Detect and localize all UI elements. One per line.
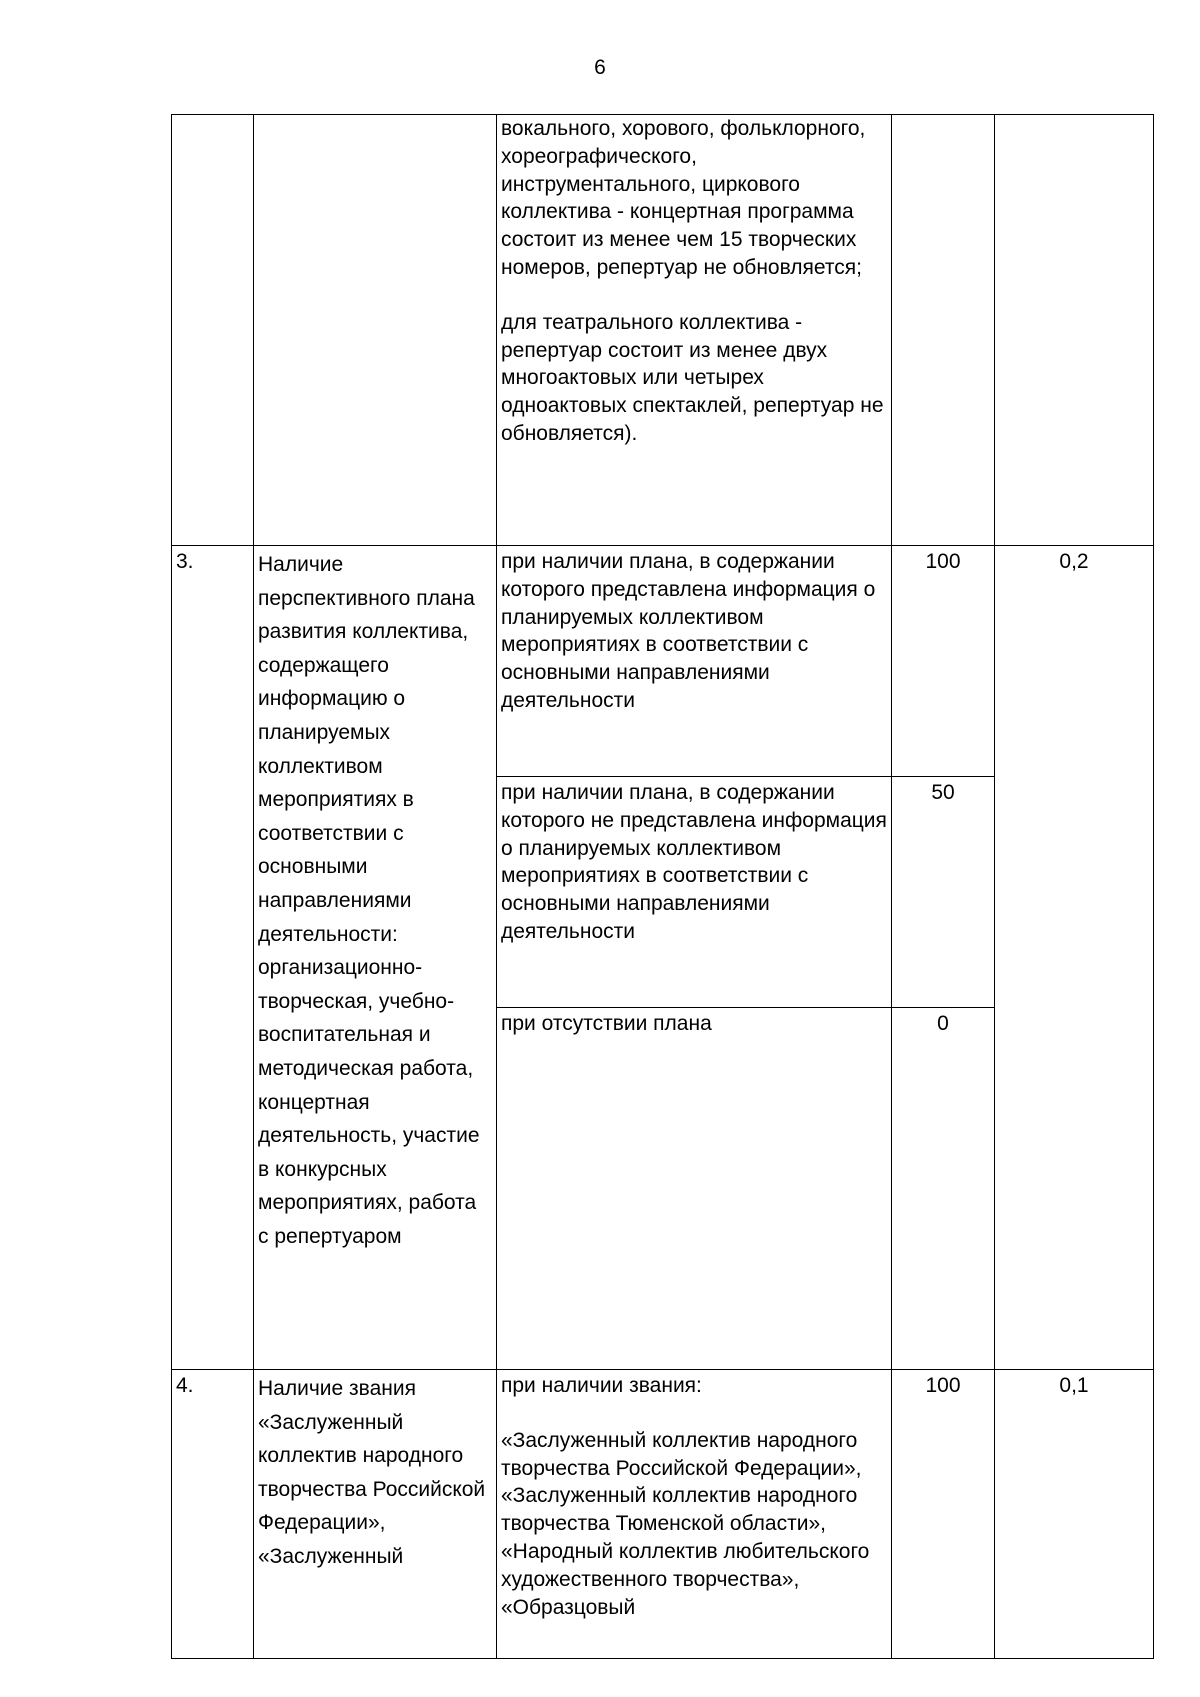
option-text: [497, 1370, 892, 1659]
option-score: 50: [892, 777, 995, 1008]
criterion-weight: 0,2: [995, 546, 1154, 1370]
cell-criterion-empty: [254, 115, 497, 546]
table-row-3: [172, 546, 1154, 777]
page-number: 6: [594, 56, 606, 79]
criterion-name: Наличие перспективного плана развития коллектива, содержащего информацию о планируемых коллективом мероприятиях в соответствии с основными направлениями деятельности: организационно-творческая, учебно-воспитательная и методическая работа, концертная деятельность, участие в конкурсных мероприятиях, работа с репертуаром: [254, 546, 497, 1370]
criteria-table: [171, 114, 1154, 1659]
criterion-name: Наличие звания «Заслуженный коллектив народного творчества Российской Федерации», «Заслуженный: [254, 1370, 497, 1659]
cell-score-empty: [892, 115, 995, 546]
cell-continuation-text: [497, 115, 892, 546]
option-intro: при наличии звания:: [501, 1374, 702, 1397]
criterion-weight: 0,1: [995, 1370, 1154, 1659]
option-title-list: «Заслуженный коллектив народного творчества Российской Федерации», «Заслуженный коллектив народного творчества Тюменской области», «Народный коллектив любительского художественного творчества», «Образцовый: [501, 1428, 870, 1619]
row-number: 3.: [172, 546, 254, 1370]
cell-number-empty: [172, 115, 254, 546]
option-text: при наличии плана, в содержании которого не представлена информация о планируемых коллективом мероприятиях в соответствии с основными направлениями деятельности: [497, 777, 892, 1008]
continuation-paragraph: вокального, хорового, фольклорного, хореографического, инструментального, циркового коллектива - концертная программа состоит из менее чем 15 творческих номеров, репертуар не обновляется;: [501, 117, 866, 279]
option-score: 100: [892, 546, 995, 777]
option-text: при отсутствии плана: [497, 1008, 892, 1370]
option-score: 0: [892, 1008, 995, 1370]
table-row-continuation: [172, 115, 1154, 546]
continuation-paragraph: для театрального коллектива - репертуар состоит из менее двух многоактовых или четырех одноактовых спектаклей, репертуар не обновляется).: [501, 310, 884, 445]
option-text: при наличии плана, в содержании которого представлена информация о планируемых коллективом мероприятиях в соответствии с основными направлениями деятельности: [497, 546, 892, 777]
cell-weight-empty: [995, 115, 1154, 546]
row-number: 4.: [172, 1370, 254, 1659]
option-score: 100: [892, 1370, 995, 1659]
table-row-4: [172, 1370, 1154, 1659]
